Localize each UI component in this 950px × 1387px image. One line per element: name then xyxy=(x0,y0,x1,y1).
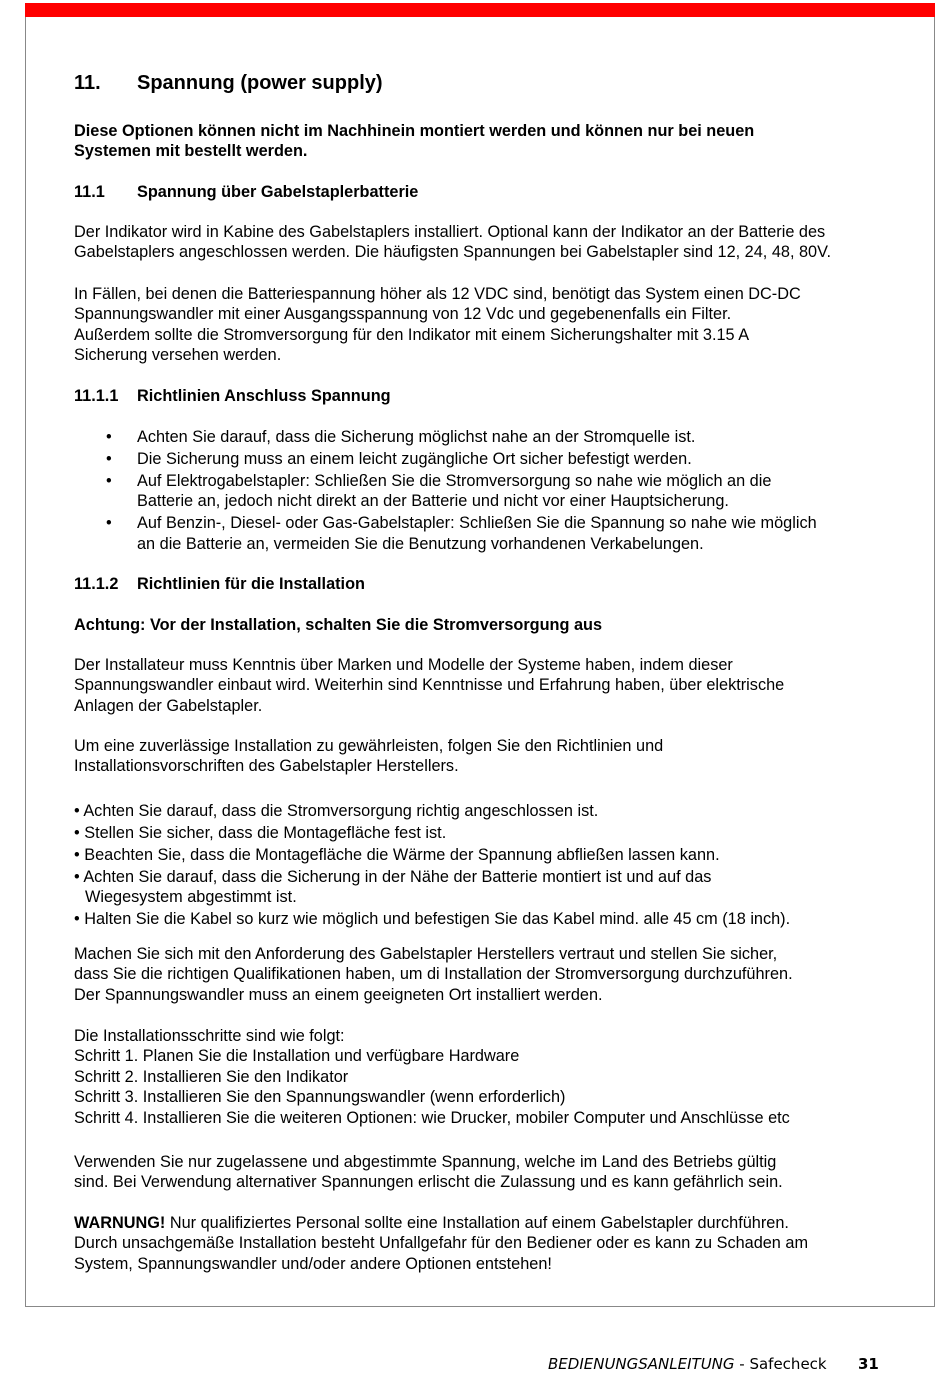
paragraph-3 xyxy=(74,655,914,716)
paragraph-1 xyxy=(74,222,914,263)
header-bar xyxy=(25,3,935,17)
step: Schritt 4. Installieren Sie die weiteren Optionen: wie Drucker, mobiler Computer und Anschlüsse etc xyxy=(74,1108,790,1127)
line: • Stellen Sie sicher, dass die Montagefläche fest ist. xyxy=(74,823,447,842)
line: Die Sicherung muss an einem leicht zugängliche Ort sicher befestigt werden. xyxy=(137,449,692,468)
bullet-icon: • xyxy=(106,514,112,533)
footer-title xyxy=(548,1354,827,1374)
line: Machen Sie sich mit den Anforderung des Gabelstapler Herstellers vertraut und stellen Sie sicher, xyxy=(74,945,778,963)
paragraph-5 xyxy=(74,944,914,1005)
bullet-icon: • xyxy=(106,471,112,490)
list-item xyxy=(74,801,914,821)
bullet-icon: • xyxy=(106,449,112,468)
section-title: Spannung (power supply) xyxy=(137,72,383,94)
paragraph-2 xyxy=(74,284,914,366)
line: Auf Benzin-, Diesel- oder Gas-Gabelstapler: Schließen Sie die Spannung so nahe wie möglich xyxy=(137,514,817,533)
section-heading xyxy=(74,73,914,93)
installation-steps xyxy=(74,1026,914,1128)
line: System, Spannungswandler und/oder andere Optionen entstehen! xyxy=(74,1254,552,1273)
paragraph-4 xyxy=(74,736,914,777)
line: Diese Optionen können nicht im Nachhinein montiert werden und können nur bei neuen xyxy=(74,122,755,140)
page-number: 31 xyxy=(858,1355,879,1373)
line: Verwenden Sie nur zugelassene und abgestimmte Spannung, welche im Land des Betriebs gültig xyxy=(74,1153,777,1171)
line: Durch unsachgemäße Installation besteht Unfallgefahr für den Bediener oder es kann zu Schaden am xyxy=(74,1234,809,1253)
caution-note: Achtung: Vor der Installation, schalten Sie die Stromversorgung aus xyxy=(74,616,603,634)
step: Schritt 1. Planen Sie die Installation und verfügbare Hardware xyxy=(74,1047,520,1066)
intro-paragraph xyxy=(74,121,914,162)
connection-guidelines-list xyxy=(74,427,914,555)
subsection-heading-11-1-1 xyxy=(74,386,914,406)
subsection-number: 11.1.1 xyxy=(74,387,119,405)
line: In Fällen, bei denen die Batteriespannung höher als 12 VDC sind, benötigt das System einen DC-DC xyxy=(74,285,801,303)
subsection-title: Richtlinien Anschluss Spannung xyxy=(137,387,391,405)
paragraph-6 xyxy=(74,1152,914,1193)
list-item xyxy=(74,845,914,865)
line: • Beachten Sie, dass die Montagefläche die Wärme der Spannung abfließen lassen kann. xyxy=(74,845,720,864)
list-item xyxy=(74,823,914,843)
line: Um eine zuverlässige Installation zu gewährleisten, folgen Sie den Richtlinien und xyxy=(74,737,664,755)
list-item xyxy=(74,513,914,554)
line: Spannungswandler einbaut wird. Weiterhin sind Kenntnisse und Erfahrung haben, über elektrische xyxy=(74,676,785,695)
line: Spannungswandler mit einer Ausgangsspannung von 12 Vdc und gegebenenfalls ein Filter. xyxy=(74,305,732,324)
line: Nur qualifiziertes Personal sollte eine Installation auf einem Gabelstapler durchführen. xyxy=(165,1214,789,1232)
line: Gabelstaplers angeschlossen werden. Die häufigsten Spannungen bei Gabelstapler sind 12, 24, 48, 80V. xyxy=(74,243,831,262)
step: Schritt 3. Installieren Sie den Spannungswandler (wenn erforderlich) xyxy=(74,1088,566,1107)
subsection-heading-11-1-2 xyxy=(74,574,914,594)
installation-guidelines-list xyxy=(74,801,914,931)
line: Installationsvorschriften des Gabelstapler Herstellers. xyxy=(74,757,459,776)
line: Die Installationsschritte sind wie folgt: xyxy=(74,1027,345,1045)
line: Auf Elektrogabelstapler: Schließen Sie die Stromversorgung so nahe wie möglich an die xyxy=(137,471,772,490)
line: Wiegesystem abgestimmt ist. xyxy=(85,888,297,907)
line: • Achten Sie darauf, dass die Sicherung in der Nähe der Batterie montiert ist und auf das xyxy=(74,867,712,886)
section-number: 11. xyxy=(74,72,101,94)
line: Batterie an, jedoch nicht direkt an der Batterie und nicht vor einer Hauptsicherung. xyxy=(137,492,729,511)
line: dass Sie die richtigen Qualifikationen haben, um di Installation der Stromversorgung durchzuführen. xyxy=(74,965,793,984)
line: Der Indikator wird in Kabine des Gabelstaplers installiert. Optional kann der Indikator an der Batterie des xyxy=(74,223,826,241)
warning-paragraph xyxy=(74,1213,914,1274)
line: • Achten Sie darauf, dass die Stromversorgung richtig angeschlossen ist. xyxy=(74,802,599,820)
line: an die Batterie an, vermeiden Sie die Benutzung vorhandenen Verkabelungen. xyxy=(137,534,704,553)
footer-manual: BEDIENUNGSANLEITUNG xyxy=(548,1355,735,1373)
line: Der Spannungswandler muss an einem geeigneten Ort installiert werden. xyxy=(74,985,603,1004)
footer-product: - Safecheck xyxy=(734,1355,827,1373)
list-item xyxy=(74,427,914,447)
line: sind. Bei Verwendung alternativer Spannungen erlischt die Zulassung und es kann gefährlich sein. xyxy=(74,1173,783,1192)
list-item xyxy=(74,867,914,908)
line: Achten Sie darauf, dass die Sicherung möglichst nahe an der Stromquelle ist. xyxy=(137,428,696,446)
bullet-icon: • xyxy=(106,428,112,446)
subsection-heading-11-1 xyxy=(74,182,914,202)
subsection-title: Richtlinien für die Installation xyxy=(137,575,365,593)
subsection-title: Spannung über Gabelstaplerbatterie xyxy=(137,183,419,201)
list-item xyxy=(74,909,914,929)
list-item xyxy=(74,471,914,512)
line: Anlagen der Gabelstapler. xyxy=(74,696,263,715)
list-item xyxy=(74,449,914,469)
subsection-number: 11.1.2 xyxy=(74,575,119,593)
line: Systemen mit bestellt werden. xyxy=(74,142,308,161)
line: Außerdem sollte die Stromversorgung für den Indikator mit einem Sicherungshalter mit 3.15 A xyxy=(74,325,750,344)
line: • Halten Sie die Kabel so kurz wie möglich und befestigen Sie das Kabel mind. alle 45 cm (18 inch). xyxy=(74,910,791,929)
step: Schritt 2. Installieren Sie den Indikator xyxy=(74,1067,349,1086)
subsection-number: 11.1 xyxy=(74,183,105,201)
line: Sicherung versehen werden. xyxy=(74,346,282,365)
warning-label: WARNUNG! xyxy=(74,1214,166,1232)
line: Der Installateur muss Kenntnis über Marken und Modelle der Systeme haben, indem dieser xyxy=(74,656,733,674)
